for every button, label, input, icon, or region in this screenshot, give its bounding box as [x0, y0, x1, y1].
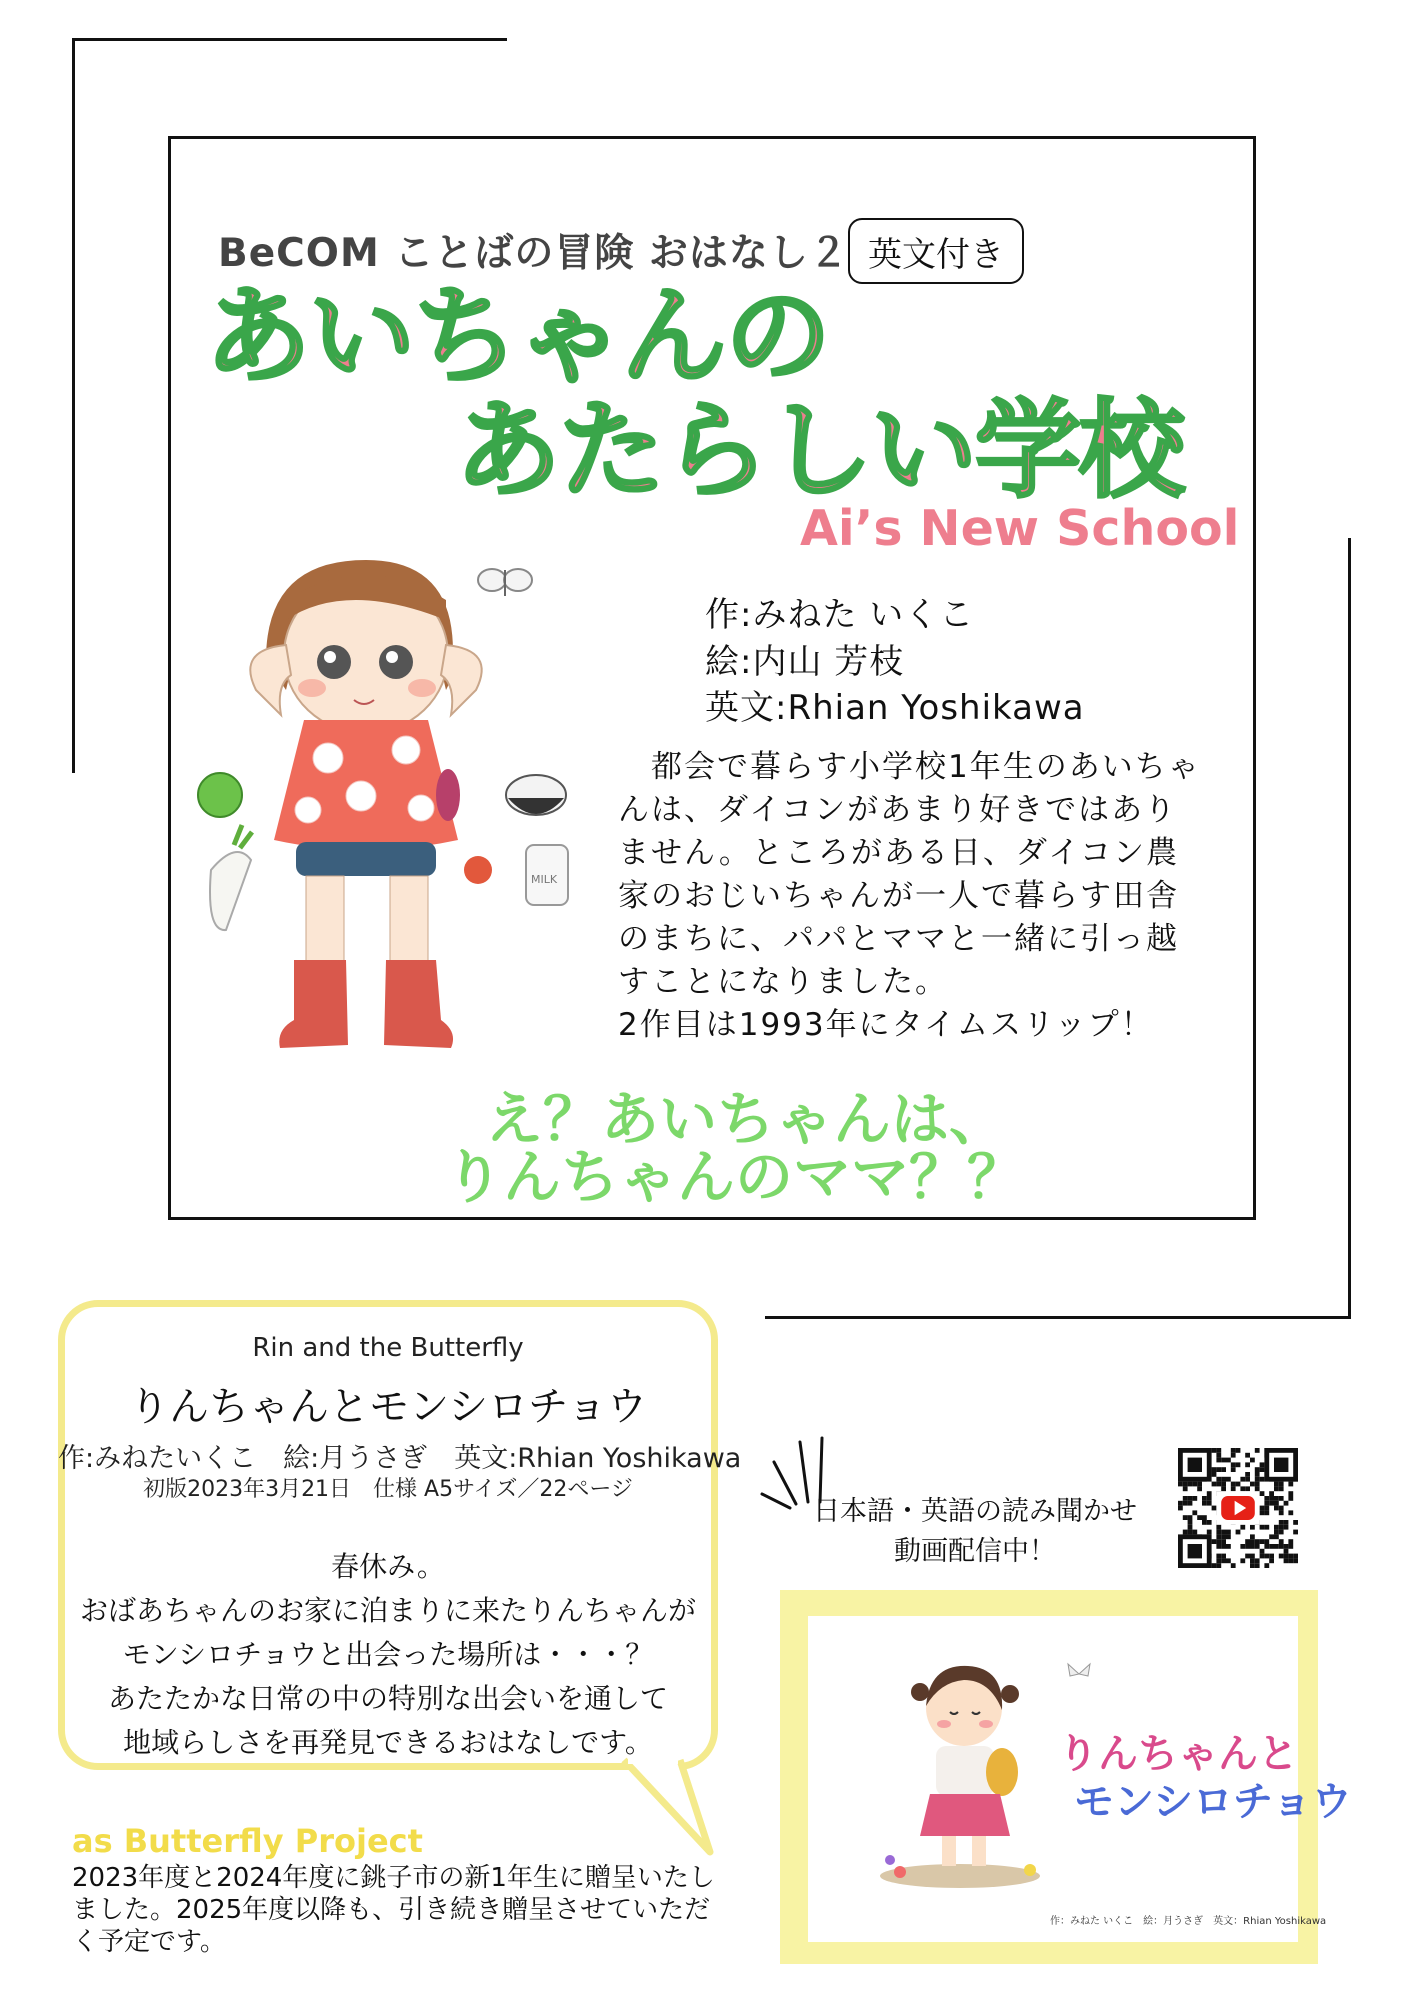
rin-cover-title-line1: りんちゃんと [1058, 1731, 1298, 1777]
description-line: 2作目は1993年にタイムスリップ！ [618, 1007, 1154, 1043]
milk-label: MILK [531, 873, 558, 886]
description-line: 家のおじいちゃんが一人で暮らす田舎 [618, 878, 1179, 914]
translator-credit: 英文:Rhian Yoshikawa [705, 688, 1085, 728]
english-included-badge: 英文付き [848, 218, 1024, 284]
description-line: 都会で暮らす小学校1年生のあいちゃ [618, 749, 1201, 785]
book-title-english: Ai’s New School [800, 500, 1240, 557]
small-butterfly-icon [1064, 1662, 1094, 1686]
project-description: 2023年度と2024年度に銚子市の新1年生に贈呈いたしました。2025年度以降も、引き続き贈呈させていただく予定です。 [72, 1863, 715, 1957]
author-credit: 作:みねた いくこ [705, 595, 975, 635]
frame-line-bottom-right-h [765, 1316, 1351, 1319]
rin-description-line: あたたかな日常の中の特別な出会いを通して [107, 1682, 668, 1715]
description-line: んは、ダイコンがあまり好きではあり [618, 792, 1178, 828]
rin-title-japanese: りんちゃんとモンシロチョウ [129, 1384, 647, 1430]
butterfly-icon [478, 569, 532, 596]
video-line2: 動画配信中！ [894, 1536, 1056, 1567]
rin-description-line: モンシロチョウと出会った場所は・・・？ [122, 1638, 654, 1671]
blue-shorts-shape [296, 842, 436, 876]
rin-credits: 作:みねたいくこ 絵:月うさぎ 英文:Rhian Yoshikawa [58, 1443, 742, 1474]
tomato-shape [464, 856, 492, 884]
rin-description-line: 春休み。 [331, 1550, 445, 1583]
rin-description-line: 地域らしさを再発見できるおはなしです。 [123, 1726, 653, 1759]
rin-title-english: Rin and the Butterfly [252, 1333, 524, 1363]
sweet-potato-shape [436, 769, 460, 821]
video-line1: 日本語・英語の読み聞かせ [813, 1496, 1137, 1527]
rin-description [58, 1545, 718, 1765]
rin-girl-illustration [880, 1650, 1060, 1890]
illustrator-credit: 絵:内山 芳枝 [705, 642, 905, 682]
frame-line-top-left-h [72, 38, 507, 41]
frame-line-bottom-right-v [1348, 538, 1351, 1318]
rin-description-line: おばあちゃんのお家に泊まりに来たりんちゃんが [79, 1594, 696, 1627]
catchphrase-line2: りんちゃんのママ？？ [445, 1143, 1026, 1211]
daikon-shape [210, 852, 251, 930]
catchphrase-line1: え？あいちゃんは、 [485, 1085, 1008, 1153]
book-title-line2: あたらしい学校 [455, 389, 1183, 512]
speech-bubble-tail [620, 1750, 730, 1860]
description-line: のまちに、パパとママと一緒に引っ越 [618, 921, 1179, 957]
book-title-line1: あいちゃんの [205, 275, 829, 398]
frame-line-top-left-v [72, 38, 75, 773]
melon-shape [198, 773, 242, 817]
description-line: すことになりました。 [618, 964, 948, 1000]
red-boots-shape [279, 960, 348, 1048]
youtube-qr-code[interactable] [1178, 1448, 1298, 1568]
rin-edition-info: 初版2023年3月21日 仕様 A5サイズ／22ページ [143, 1477, 633, 1502]
video-announcement [800, 1492, 1150, 1572]
description-line: ません。ところがある日、ダイコン農 [618, 835, 1179, 871]
ai-girl-illustration [196, 540, 596, 1070]
series-title: BeCOM ことばの冒険 おはなし２ [218, 231, 849, 276]
rin-cover-credits: 作：みねた いくこ 絵：月うさぎ 英文：Rhian Yoshikawa [1050, 1916, 1327, 1927]
rin-cover-title-line2: モンシロチョウ [1074, 1779, 1352, 1825]
project-title: as Butterfly Project [72, 1822, 423, 1860]
book-description [618, 746, 1228, 1047]
